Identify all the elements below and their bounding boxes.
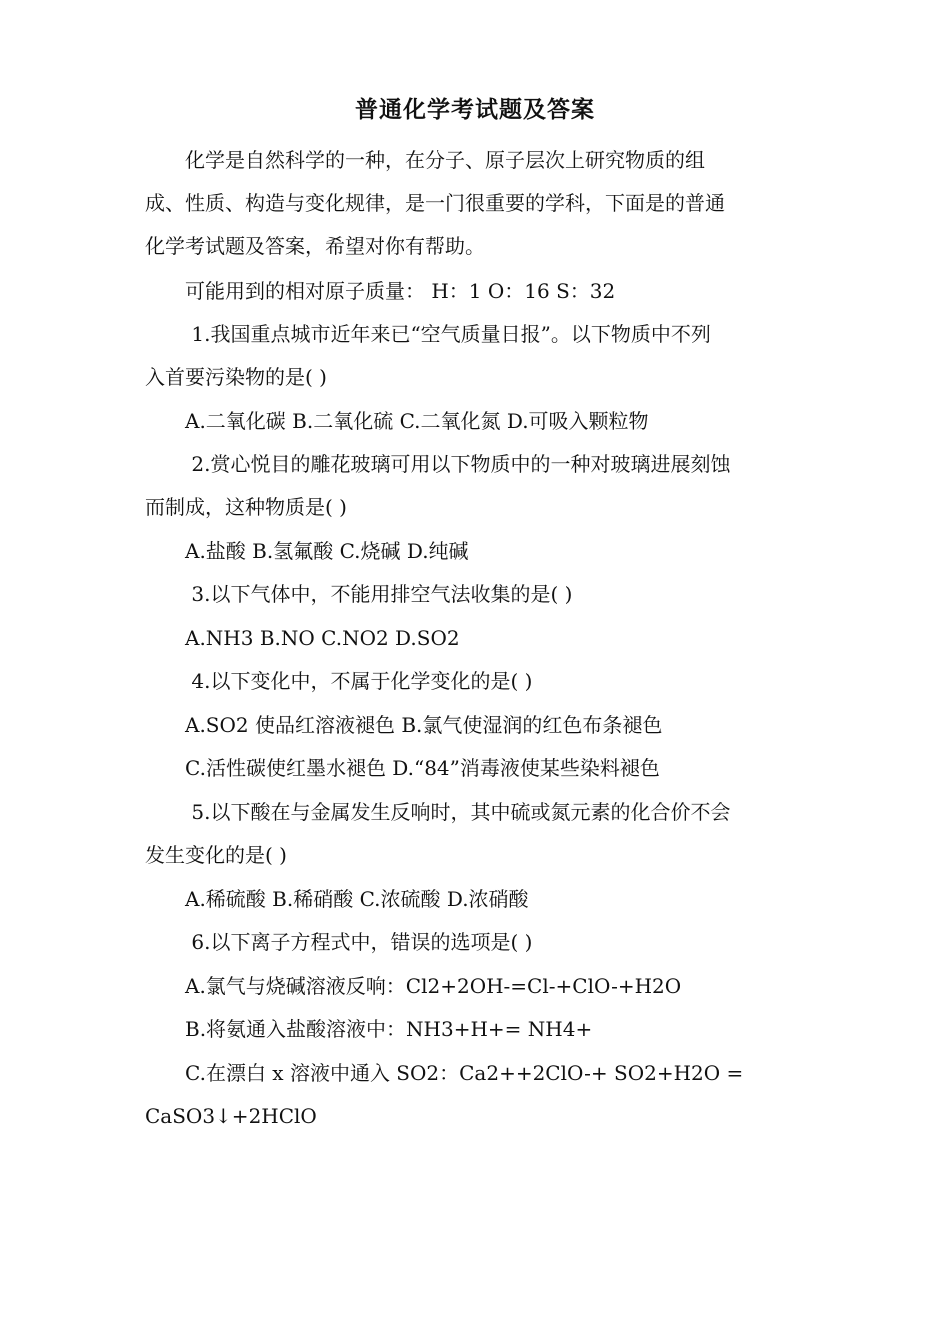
- text-line: 成、性质、构造与变化规律，是一门很重要的学科，下面是的普通: [145, 191, 725, 215]
- text-line: 化学是自然科学的一种，在分子、原子层次上研究物质的组: [145, 148, 705, 172]
- text-line: 发生变化的是( ): [145, 843, 287, 867]
- text-line: 入首要污染物的是( ): [145, 365, 327, 389]
- text-line: 3.以下气体中，不能用排空气法收集的是( ): [145, 582, 573, 606]
- text-line: A.二氧化碳 B.二氧化硫 C.二氧化氮 D.可吸入颗粒物: [145, 409, 649, 433]
- text-line: A.NH3 B.NO C.NO2 D.SO2: [145, 626, 460, 650]
- text-line: A.SO2 使品红溶液褪色 B.氯气使湿润的红色布条褪色: [145, 713, 663, 737]
- text-line: 而制成，这种物质是( ): [145, 495, 347, 519]
- text-line: CaSO3↓+2HClO: [145, 1104, 317, 1128]
- text-line: A.盐酸 B.氢氟酸 C.烧碱 D.纯碱: [145, 539, 469, 563]
- text-line: 1.我国重点城市近年来已“空气质量日报”。以下物质中不列: [145, 322, 711, 346]
- text-line: A.稀硫酸 B.稀硝酸 C.浓硫酸 D.浓硝酸: [145, 887, 529, 911]
- text-line: 化学考试题及答案，希望对你有帮助。: [145, 234, 485, 258]
- document-title: 普通化学考试题及答案: [355, 96, 595, 123]
- text-line: 6.以下离子方程式中，错误的选项是( ): [145, 930, 533, 954]
- text-line: 4.以下变化中，不属于化学变化的是( ): [145, 669, 533, 693]
- text-line: 2.赏心悦目的雕花玻璃可用以下物质中的一种对玻璃进展刻蚀: [145, 452, 731, 476]
- text-line: 5.以下酸在与金属发生反响时，其中硫或氮元素的化合价不会: [145, 800, 731, 824]
- text-line: 可能用到的相对原子质量： H：1 O：16 S：32: [145, 279, 616, 303]
- text-line: B.将氨通入盐酸溶液中：NH3+H+= NH4+: [145, 1017, 593, 1041]
- text-line: C.在漂白 x 溶液中通入 SO2：Ca2++2ClO-+ SO2+H2O =: [145, 1061, 744, 1085]
- text-line: A.氯气与烧碱溶液反响：Cl2+2OH-=Cl-+ClO-+H2O: [145, 974, 682, 998]
- text-line: C.活性碳使红墨水褪色 D.“84”消毒液使某些染料褪色: [145, 756, 660, 780]
